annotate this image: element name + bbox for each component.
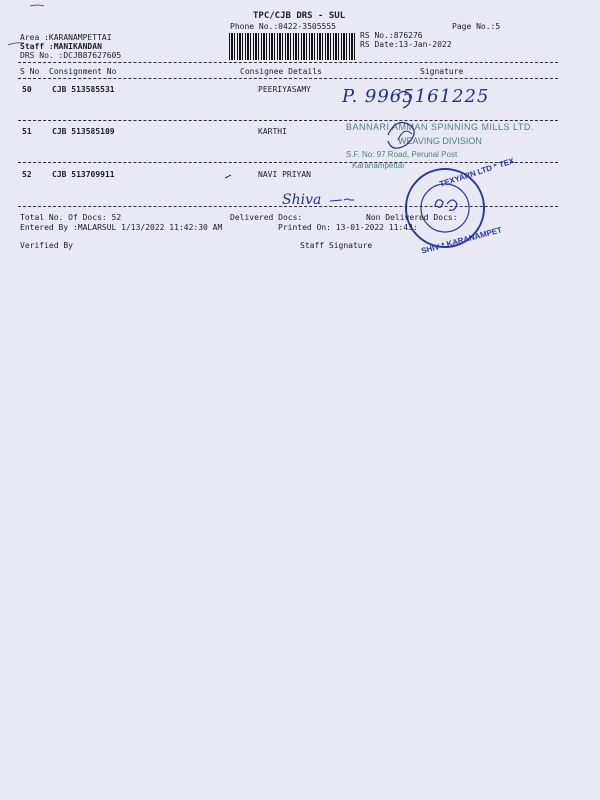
column-consignee: Consignee Details	[240, 67, 322, 76]
page-number: Page No.:5	[452, 22, 501, 31]
verified-by: Verified By	[20, 241, 73, 250]
company-stamp-line3: S.F. No: 97 Road, Perunal Post	[346, 150, 458, 159]
rs-number: RS No.:876276	[360, 31, 423, 40]
row-52-signature: Shiva	[282, 192, 322, 208]
row-52-consignment: CJB 513709911	[52, 170, 115, 179]
row-51-sno: 51	[22, 127, 32, 136]
total-docs: Total No. Of Docs: 52	[20, 213, 122, 222]
company-stamp-line1: BANNARI AMMAN SPINNING MILLS LTD.	[346, 122, 534, 132]
row-50-sno: 50	[22, 85, 32, 94]
row-50-consignment: CJB 513585531	[52, 85, 115, 94]
drs-number: DRS No. :DCJB87627605	[20, 51, 122, 60]
round-stamp-bottom-text: SHIV * KARANAMPET	[420, 225, 503, 256]
rs-date: RS Date:13-Jan-2022	[360, 40, 452, 49]
document-title: TPC/CJB DRS - SUL	[253, 11, 346, 21]
row-52-consignee: NAVI PRIYAN	[258, 170, 311, 179]
column-consignment: Consignment No	[49, 67, 117, 76]
round-stamp-top-text: TEXYARN LTD * TEX	[438, 156, 516, 189]
company-stamp-line4: Karanampettai	[352, 161, 405, 170]
row-50-signature: P. 9965161225	[342, 86, 490, 107]
non-delivered-docs: Non Delivered Docs:	[366, 213, 458, 222]
phone-number: Phone No.:0422-3505555	[230, 22, 336, 31]
delivered-docs: Delivered Docs:	[230, 213, 303, 222]
row-51-consignee: KARTHI	[258, 127, 287, 136]
column-sno: S No	[20, 67, 40, 76]
row-52-sno: 52	[22, 170, 32, 179]
staff-signature: Staff Signature	[300, 241, 373, 250]
column-signature: Signature	[420, 67, 464, 76]
row-50-consignee: PEERIYASAMY	[258, 85, 311, 94]
staff-label: Staff :MANIKANDAN	[20, 42, 102, 51]
company-stamp-line2: WEAVING DIVISION	[398, 136, 482, 146]
area-label: Area :KARANAMPETTAI	[20, 33, 112, 42]
entered-by: Entered By :MALARSUL 1/13/2022 11:42:30 AM	[20, 223, 223, 232]
printed-on: Printed On: 13-01-2022 11:43:	[278, 223, 418, 232]
row-51-consignment: CJB 513585109	[52, 127, 115, 136]
